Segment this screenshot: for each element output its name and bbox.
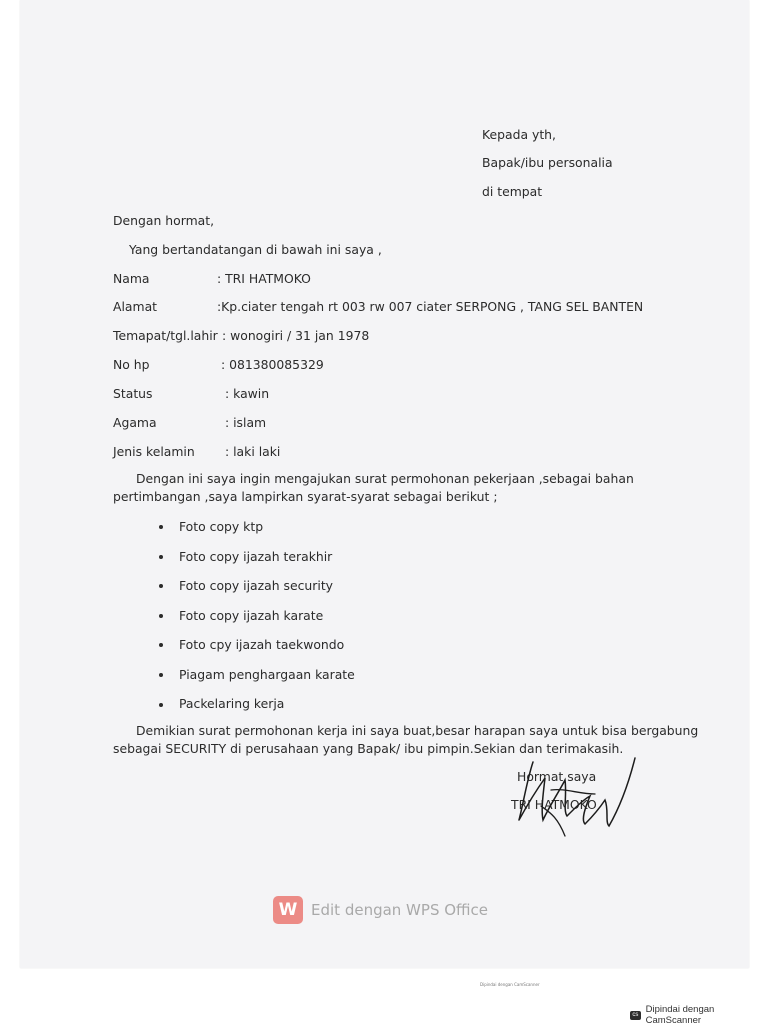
greeting: Dengan hormat,: [113, 213, 215, 228]
list-item: Foto cpy ijazah taekwondo: [179, 637, 345, 652]
bullet-icon: [159, 614, 163, 618]
field-label-alamat: Alamat: [113, 299, 158, 314]
list-item: Piagam penghargaan karate: [179, 667, 355, 682]
bullet-icon: [159, 673, 163, 677]
bullet-icon: [159, 643, 163, 647]
camscanner-badge: [630, 1004, 768, 1026]
field-value-agama: : islam: [225, 415, 267, 430]
field-value-jenis-kelamin: : laki laki: [225, 444, 281, 459]
scanner-caption-small: Dipindai dengan CamScanner: [480, 982, 540, 987]
field-value-alamat: :Kp.ciater tengah rt 003 rw 007 ciater SERPONG , TANG SEL BANTEN: [217, 299, 644, 314]
bullet-icon: [159, 584, 163, 588]
recipient-line-1: Kepada yth,: [482, 127, 556, 142]
field-label-status: Status: [113, 386, 153, 401]
closing-line-1: Demikian surat permohonan kerja ini saya buat,besar harapan saya untuk bisa bergabung: [136, 723, 699, 738]
camscanner-label: Dipindai dengan CamScanner: [645, 1004, 715, 1026]
field-value-nohp: : 081380085329: [221, 357, 324, 372]
list-item: Foto copy ijazah terakhir: [179, 549, 333, 564]
bullet-icon: [159, 555, 163, 559]
field-value-ttl: : wonogiri / 31 jan 1978: [222, 328, 370, 343]
field-label-jenis-kelamin: Jenis kelamin: [113, 444, 195, 459]
list-item: Packelaring kerja: [179, 696, 285, 711]
field-value-nama: : TRI HATMOKO: [217, 271, 311, 286]
signoff-name: TRI HATMOKO: [511, 797, 597, 812]
wps-edit-label: Edit dengan WPS Office: [311, 901, 489, 919]
body-line-1: Dengan ini saya ingin mengajukan surat permohonan pekerjaan ,sebagai bahan: [136, 471, 634, 486]
recipient-line-2: Bapak/ibu personalia: [482, 155, 613, 170]
list-item: Foto copy ktp: [179, 519, 264, 534]
list-item: Foto copy ijazah security: [179, 578, 334, 593]
camscanner-icon: cs: [630, 1011, 641, 1020]
field-label-nama: Nama: [113, 271, 150, 286]
field-label-ttl: Temapat/tgl.lahir: [113, 328, 218, 343]
wps-watermark[interactable]: [273, 896, 488, 924]
body-line-2: pertimbangan ,saya lampirkan syarat-syarat sebagai berikut ;: [113, 489, 498, 504]
field-label-agama: Agama: [113, 415, 157, 430]
recipient-line-3: di tempat: [482, 184, 543, 199]
field-value-status: : kawin: [225, 386, 270, 401]
closing-line-2: sebagai SECURITY di perusahaan yang Bapak/ ibu pimpin.Sekian dan terimakasih.: [113, 741, 624, 756]
field-label-nohp: No hp: [113, 357, 150, 372]
list-item: Foto copy ijazah karate: [179, 608, 324, 623]
signoff-regards: Hormat saya: [517, 769, 597, 784]
intro-line: Yang bertandatangan di bawah ini saya ,: [129, 242, 382, 257]
bullet-icon: [159, 525, 163, 529]
bullet-icon: [159, 703, 163, 707]
wps-logo-icon: W: [273, 896, 303, 924]
handwritten-signature: [505, 750, 645, 845]
